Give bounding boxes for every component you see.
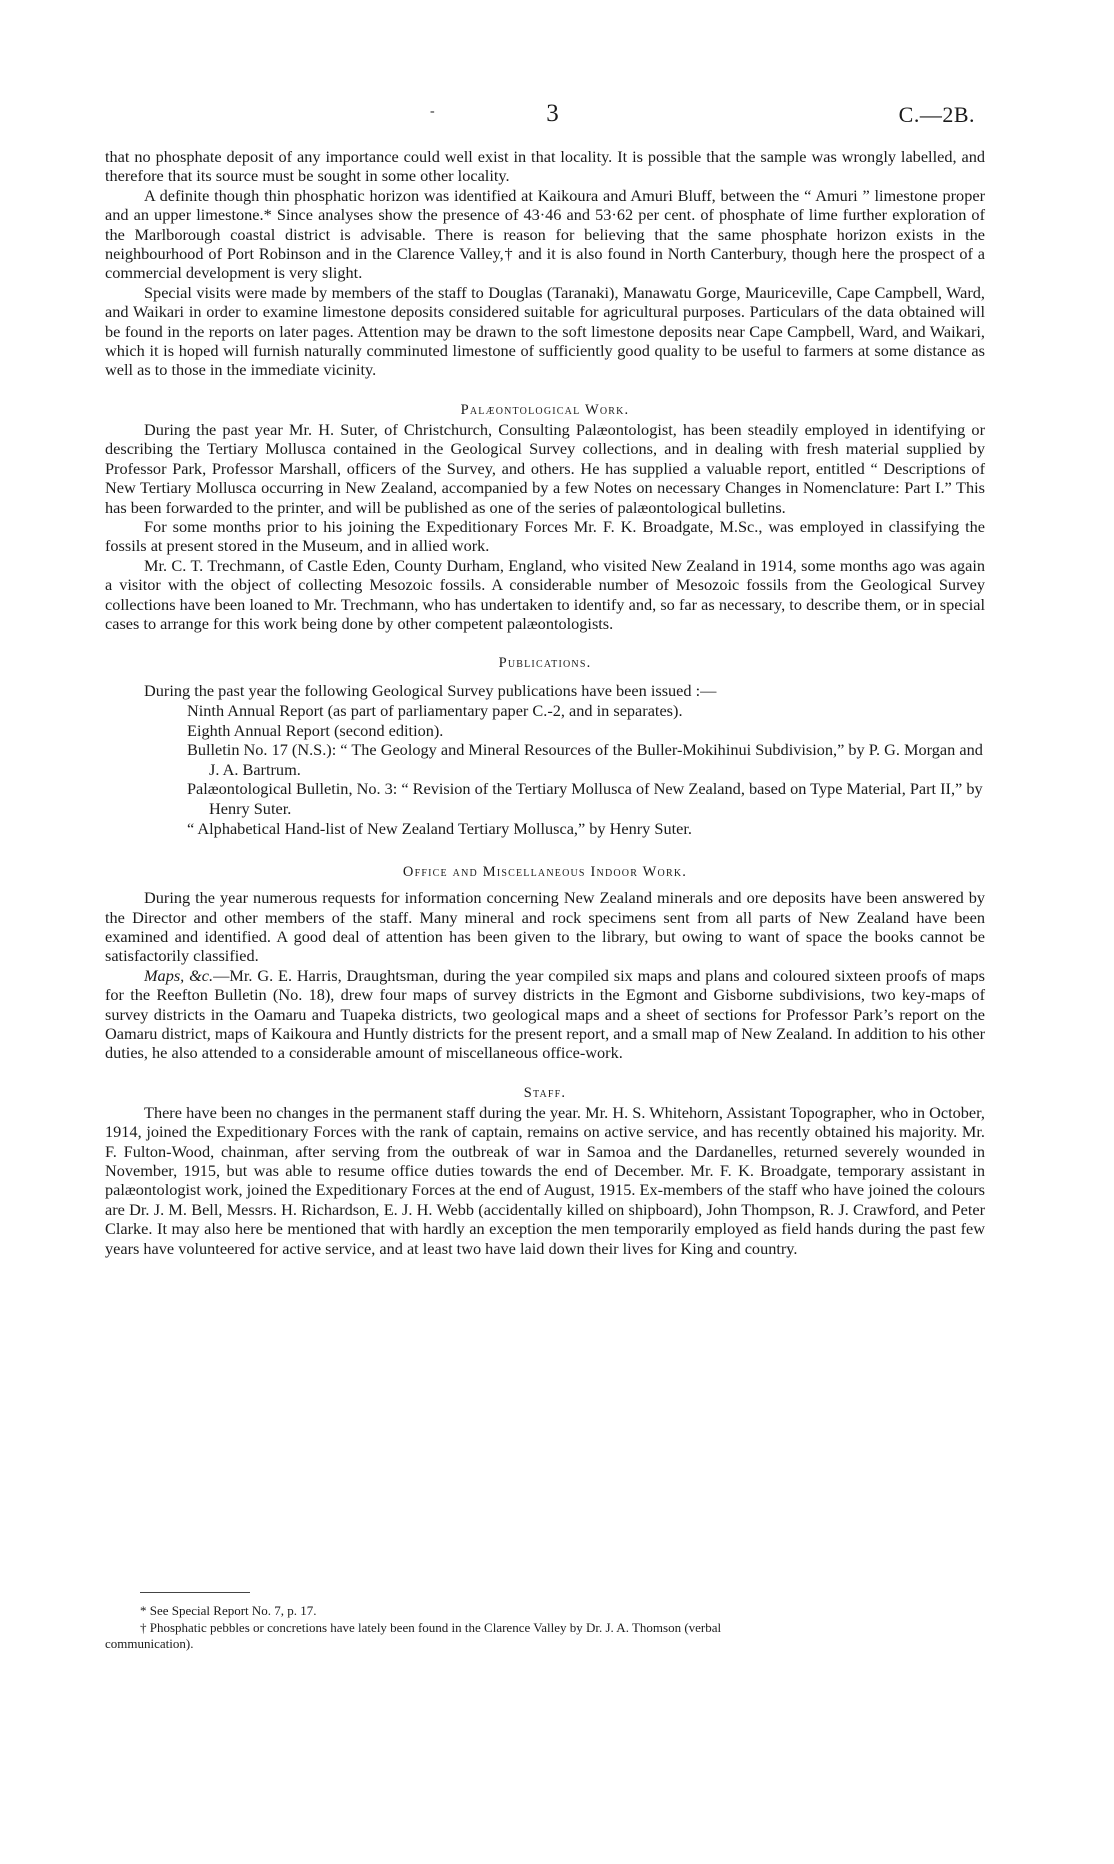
heading-office-work: Office and Miscellaneous Indoor Work. [402,864,688,881]
publication-item: Bulletin No. 17 (N.S.): “ The Geology and Mineral Resources of the Buller-Mokihinui Subdivision,” by P. G. Morgan and J. A. Bartrum. [187,740,983,779]
footnote-line: † Phosphatic pebbles or concretions have lately been found in the Clarence Valley by Dr. J. A. Thomson (verbal [140,1620,722,1635]
publications-list [105,701,985,838]
header-mark: - [430,104,435,119]
footnote-line: communication). [105,1635,194,1651]
paragraph-phosphate-locality: that no phosphate deposit of any importance could well exist in that locality. It is possible that the sample was wrongly labelled, and therefore that its source must be sought in some other locality. [105,147,985,186]
paragraph-office-requests: During the year numerous requests for information concerning New Zealand minerals and ore deposits have been answered by the Director and other members of the staff. Many mineral and rock specimens sent from all parts of New Zealand have been examined and identified. A good deal of attention has been given to the library, but owing to want of space the books cannot be satisfactorily classified. [105,888,985,966]
paragraph-suter: During the past year Mr. H. Suter, of Christchurch, Consulting Palæontologist, has been steadily employed in identifying or describing the Tertiary Mollusca contained in the Geological Survey collections, and in dealing with fresh material supplied by Professor Park, Professor Marshall, officers of the Survey, and others. He has supplied a valuable report, entitled “ Descriptions of New Tertiary Mollusca occurring in New Zealand, accompanied by a few Notes on necessary Changes in Nomenclature: Part I.” This has been forwarded to the printer, and will be published as one of the series of palæontological bulletins. [105,419,985,517]
publication-item: Eighth Annual Report (second edition). [187,720,444,740]
footnote-special-report: * See Special Report No. 7, p. 17. [140,1603,317,1618]
page-header [130,100,975,132]
footnote-rule [140,1592,250,1593]
publication-item: “ Alphabetical Hand-list of New Zealand Tertiary Mollusca,” by Henry Suter. [187,818,692,838]
heading-palaeontological-work: Palæontological Work. [460,401,630,418]
maps-text: —Mr. G. E. Harris, Draughtsman, during the year compiled six maps and plans and coloured sixteen proofs of maps for the Reefton Bulletin (No. 18), drew four maps of survey districts in the Egmont and Gisborne subdivisions, two key-maps of survey districts in the Oamaru and Tuapeka districts, two geological maps and a sheet of sections for Professor Park’s report on the Oamaru district, maps of Kaikoura and Huntly districts for the present report, and a small map of New Zealand. In addition to his other duties, he also attended to a considerable amount of miscellaneous office-work. [105,965,985,1063]
paragraph-phosphatic-horizon: A definite though thin phosphatic horizon was identified at Kaikoura and Amuri Bluff, between the “ Amuri ” limestone proper and an upper limestone.* Since analyses show the presence of 43·46 and 53·62 per cent. of phosphate of lime further exploration of the Marlborough coastal district is advisable. There is reason for believing that the same phosphate horizon exists in the neighbourhood of Port Robinson and in the Clarence Valley,† and it is also found in North Canterbury, though here the prospect of a commercial development is very slight. [105,185,985,283]
publication-item: Ninth Annual Report (as part of parliamentary paper C.-2, and in separates). [187,700,683,720]
maps-lead: Maps, &c. [144,965,214,985]
paragraph-staff: There have been no changes in the permanent staff during the year. Mr. H. S. Whitehorn, Assistant Topographer, who in October, 1914, joined the Expeditionary Forces with the rank of captain, remains on active service, and has recently obtained his majority. Mr. F. Fulton-Wood, chainman, after serving from the outbreak of war in Samoa and the Dardanelles, returned severely wounded in November, 1915, but was able to resume office duties towards the end of December. Mr. F. K. Broadgate, temporary assistant in palæontologist work, joined the Expeditionary Forces at the end of August, 1915. Ex-members of the staff who have joined the colours are Dr. J. M. Bell, Messrs. H. Richardson, E. J. H. Webb (accidentally killed on shipboard), John Thompson, R. J. Crawford, and Peter Clarke. It may also here be mentioned that with hardly an exception the men temporarily employed as field hands during the past few years have volunteered for active service, and at least two have laid down their lives for King and country. [105,1102,985,1258]
paragraph-broadgate: For some months prior to his joining the Expeditionary Forces Mr. F. K. Broadgate, M.Sc., was employed in classifying the fossils at present stored in the Museum, and in allied work. [105,516,985,556]
paragraph-maps [105,966,985,1063]
page-body [105,147,985,1258]
heading-staff: Staff. [523,1084,567,1101]
paragraph-limestone-visits: Special visits were made by members of the staff to Douglas (Taranaki), Manawatu Gorge, Mauriceville, Cape Campbell, Ward, and Waikari in order to examine limestone deposits considered suitable for agricultural purposes. Particulars of the data obtained will be found in the reports on later pages. Attention may be drawn to the soft limestone deposits near Cape Campbell, Ward, and Waikari, which it is hoped will furnish naturally comminuted limestone of sufficiently good quality to be useful to farmers at some distance as well as to those in the immediate vicinity. [105,282,985,380]
page-number: 3 [546,100,559,127]
publications-intro: During the past year the following Geological Survey publications have been issued :— [144,681,717,701]
publication-item: Palæontological Bulletin, No. 3: “ Revision of the Tertiary Mollusca of New Zealand, based on Type Material, Part II,” by Henry Suter. [187,779,983,818]
paragraph-trechmann: Mr. C. T. Trechmann, of Castle Eden, County Durham, England, who visited New Zealand in 1914, some months ago was again a visitor with the object of collecting Mesozoic fossils. A considerable number of Mesozoic fossils from the Geological Survey collections have been loaned to Mr. Trechmann, who has undertaken to identify and, so far as necessary, to describe them, or in special cases to arrange for this work being done by other competent palæontologists. [105,555,985,633]
footnote-phosphatic-pebbles [105,1620,985,1651]
document-reference: C.—2B. [898,102,975,127]
heading-publications: Publications. [498,655,592,672]
